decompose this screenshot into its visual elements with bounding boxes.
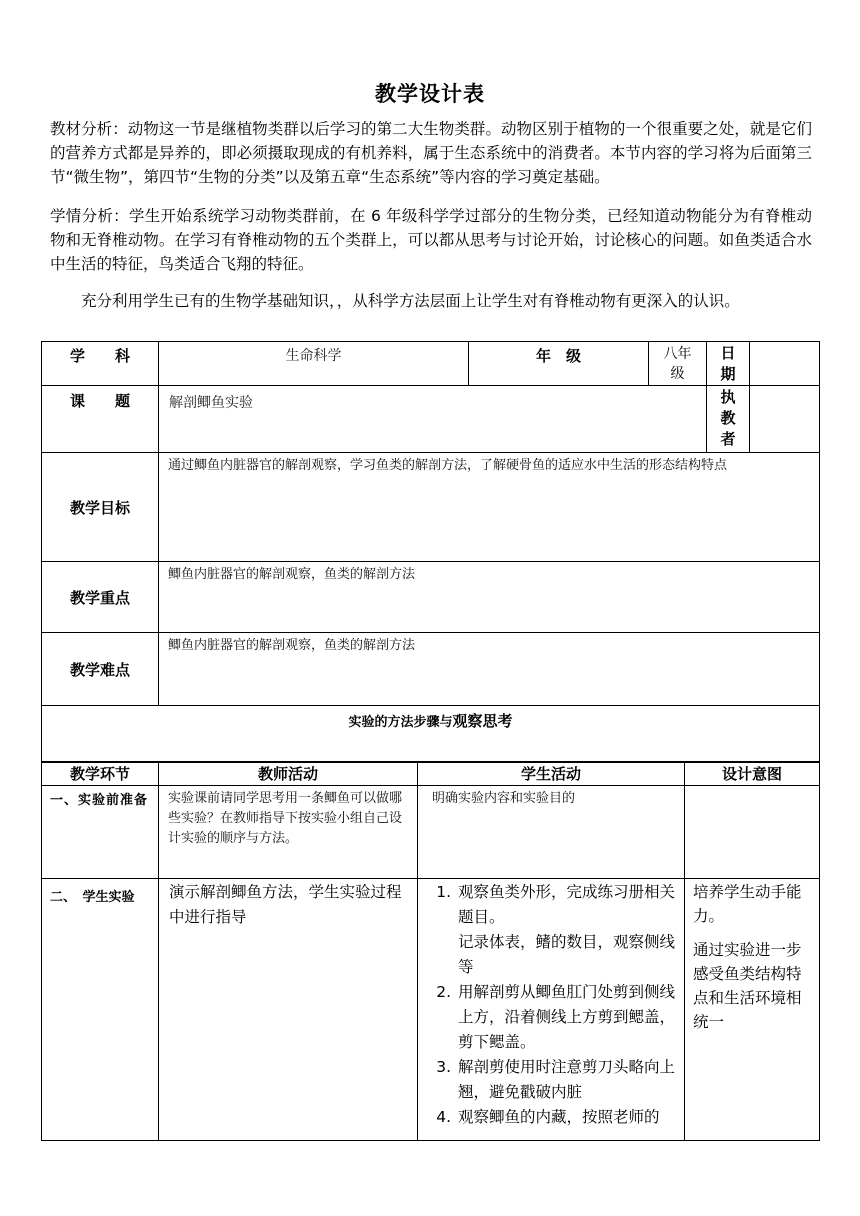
topic-row [42, 386, 820, 453]
intent-experiment [685, 879, 820, 1141]
info-table [41, 341, 820, 762]
subject-row [42, 342, 820, 386]
key-row [42, 562, 820, 633]
process-table [41, 762, 820, 1141]
process-row-experiment [42, 879, 820, 1141]
subject-label: 学 科 [42, 342, 159, 386]
key-label: 教学重点 [42, 562, 159, 633]
topic-value: 解剖鲫鱼实验 [159, 386, 707, 453]
grade-label: 年 级 [469, 342, 649, 386]
teacher-activity-preparation: 实验课前请同学思考用一条鲫鱼可以做哪些实验？在教师指导下按实验小组自己设计实验的顺序与方法。 [159, 786, 418, 879]
experiment-step: 3. 解剖剪使用时注意剪刀头略向上翘，避免戳破内脏 [456, 1055, 678, 1105]
method-header [42, 706, 820, 762]
method-header-row [42, 706, 820, 762]
stage-preparation: 一、实验前准备 [42, 786, 159, 879]
difficulty-row [42, 633, 820, 706]
header-stage: 教学环节 [42, 763, 159, 786]
experiment-step: 4. 观察鲫鱼的内藏，按照老师的 [456, 1105, 678, 1130]
subject-value: 生命科学 [159, 342, 469, 386]
student-analysis-paragraph: 学情分析：学生开始系统学习动物类群前，在 6 年级科学学过部分的生物分类，已经知道动物能分为有脊椎动物和无脊椎动物。在学习有脊椎动物的五个类群上，可以都从思考与讨论开始，讨论核心的问题。如鱼类适合水中生活的特征，鸟类适合飞翔的特征。 [50, 207, 812, 273]
method-paragraph: 充分利用学生已有的生物学基础知识，，从科学方法层面上让学生对有脊椎动物有更深入的认识。 [81, 292, 740, 310]
teacher-label: 执教者 [707, 386, 750, 453]
difficulty-label: 教学难点 [42, 633, 159, 706]
process-row-preparation [42, 786, 820, 879]
intent-understanding: 通过实验进一步感受鱼类结构特点和生活环境相统一 [693, 941, 802, 1031]
goal-value: 通过鲫鱼内脏器官的解剖观察，学习鱼类的解剖方法，了解硬骨鱼的适应水中生活的形态结构特点 [159, 453, 820, 562]
experiment-step: 1. 观察鱼类外形，完成练习册相关题目。 记录体表，鳍的数目，观察侧线等 [456, 880, 678, 980]
textbook-analysis-paragraph: 教材分析：动物这一节是继植物类群以后学习的第二大生物类群。动物区别于植物的一个很重要之处，就是它们的营养方式都是异养的，即必须摄取现成的有机养料，属于生态系统中的消费者。本节内容的学习将为后面第三节“微生物”，第四节“生物的分类”以及第五章“生态系统”等内容的学习奠定基础。 [50, 120, 812, 186]
step-note: 记录体表，鳍的数目，观察侧线等 [458, 933, 676, 976]
process-header-row [42, 763, 820, 786]
date-value [750, 342, 820, 386]
teacher-value [750, 386, 820, 453]
page-title: 教学设计表 [375, 82, 485, 106]
experiment-step: 2. 用解剖剪从鲫鱼肛门处剪到侧线上方，沿着侧线上方剪到鳃盖，剪下鳃盖。 [456, 980, 678, 1055]
student-activity-experiment [418, 879, 685, 1141]
method-header-part-a: 实验的方法步骤与 [348, 715, 453, 730]
student-activity-preparation: 明确实验内容和实验目的 [418, 786, 685, 879]
intent-preparation [685, 786, 820, 879]
stage-experiment: 二、 学生实验 [42, 879, 159, 1141]
teacher-activity-experiment: 演示解剖鲫鱼方法，学生实验过程中进行指导 [159, 879, 418, 1141]
method-header-part-b: 观察思考 [452, 712, 513, 730]
grade-value: 八年级 [649, 342, 707, 386]
goal-label: 教学目标 [42, 453, 159, 562]
header-teacher: 教师活动 [159, 763, 418, 786]
topic-label: 课 题 [42, 386, 159, 453]
goal-row [42, 453, 820, 562]
header-intent: 设计意图 [685, 763, 820, 786]
header-student: 学生活动 [418, 763, 685, 786]
difficulty-value: 鲫鱼内脏器官的解剖观察，鱼类的解剖方法 [159, 633, 820, 706]
intent-skill: 培养学生动手能力。 [693, 883, 802, 925]
key-value: 鲫鱼内脏器官的解剖观察，鱼类的解剖方法 [159, 562, 820, 633]
experiment-steps [418, 880, 678, 1130]
date-label: 日期 [707, 342, 750, 386]
